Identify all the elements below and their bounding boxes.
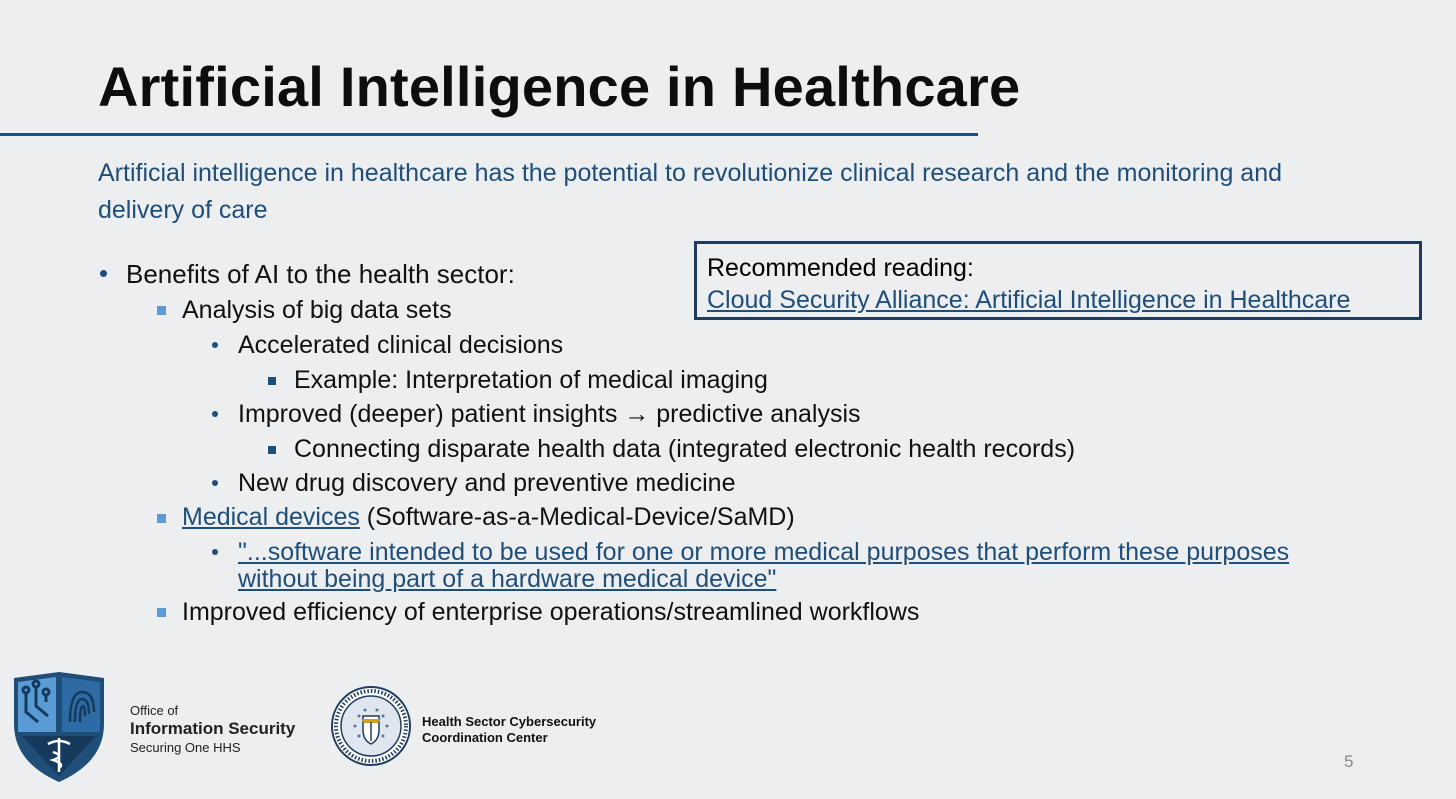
bullet-benefits: Benefits of AI to the health sector: bbox=[126, 259, 515, 289]
bullet-health-data: Connecting disparate health data (integrated electronic health records) bbox=[294, 435, 1076, 463]
hc3-seal-logo-icon bbox=[331, 686, 411, 766]
samd-definition-link[interactable] bbox=[238, 539, 1289, 593]
hc3-line2: Coordination Center bbox=[422, 730, 548, 745]
bullet-square-icon bbox=[157, 608, 166, 617]
recommended-reading-box bbox=[694, 241, 1422, 320]
slide-title: Artificial Intelligence in Healthcare bbox=[98, 55, 1021, 118]
office-line3: Securing One HHS bbox=[130, 740, 241, 755]
samd-text: (Software-as-a-Medical-Device/SaMD) bbox=[359, 503, 795, 531]
bullet-dot-icon bbox=[212, 342, 218, 348]
bullet-dot-icon bbox=[212, 411, 218, 417]
bullet-patient-insights: Improved (deeper) patient insights → predictive analysis bbox=[238, 400, 861, 428]
bullet-accelerated: Accelerated clinical decisions bbox=[238, 331, 564, 359]
bullet-medical-devices bbox=[182, 503, 795, 532]
slide-subtitle: Artificial intelligence in healthcare has the potential to revolutionize clinical research and the monitoring and delivery of care bbox=[98, 159, 1283, 224]
bullet-big-data: Analysis of big data sets bbox=[182, 296, 452, 324]
samd-quote-line2[interactable]: without being part of a hardware medical device" bbox=[238, 565, 777, 593]
bullet-square-icon bbox=[157, 514, 166, 523]
office-line2: Information Security bbox=[130, 719, 296, 738]
title-divider bbox=[0, 133, 978, 136]
hhs-shield-logo-icon bbox=[10, 672, 108, 784]
bullet-imaging: Example: Interpretation of medical imaging bbox=[294, 366, 768, 394]
recommended-reading-link[interactable]: Cloud Security Alliance: Artificial Intelligence in Healthcare bbox=[707, 286, 1351, 314]
bullet-dot-icon bbox=[212, 549, 218, 555]
bullet-square-icon bbox=[268, 446, 276, 454]
bullet-dot-icon bbox=[212, 480, 218, 486]
recommended-reading-label: Recommended reading: bbox=[707, 254, 974, 282]
page-number: 5 bbox=[1344, 752, 1354, 771]
hc3-line1: Health Sector Cybersecurity bbox=[422, 714, 597, 729]
office-line1: Office of bbox=[130, 703, 179, 718]
office-of-information-security bbox=[130, 702, 295, 756]
bullet-square-icon bbox=[157, 306, 166, 315]
hc3-name bbox=[422, 714, 596, 746]
samd-quote-line1[interactable]: "...software intended to be used for one or more medical purposes that perform these purposes bbox=[238, 538, 1290, 566]
bullet-dot-icon bbox=[100, 270, 107, 277]
medical-devices-link[interactable]: Medical devices bbox=[182, 503, 360, 531]
bullet-drug-discovery: New drug discovery and preventive medicine bbox=[238, 469, 736, 497]
bullet-efficiency: Improved efficiency of enterprise operations/streamlined workflows bbox=[182, 598, 920, 626]
bullet-square-icon bbox=[268, 377, 276, 385]
